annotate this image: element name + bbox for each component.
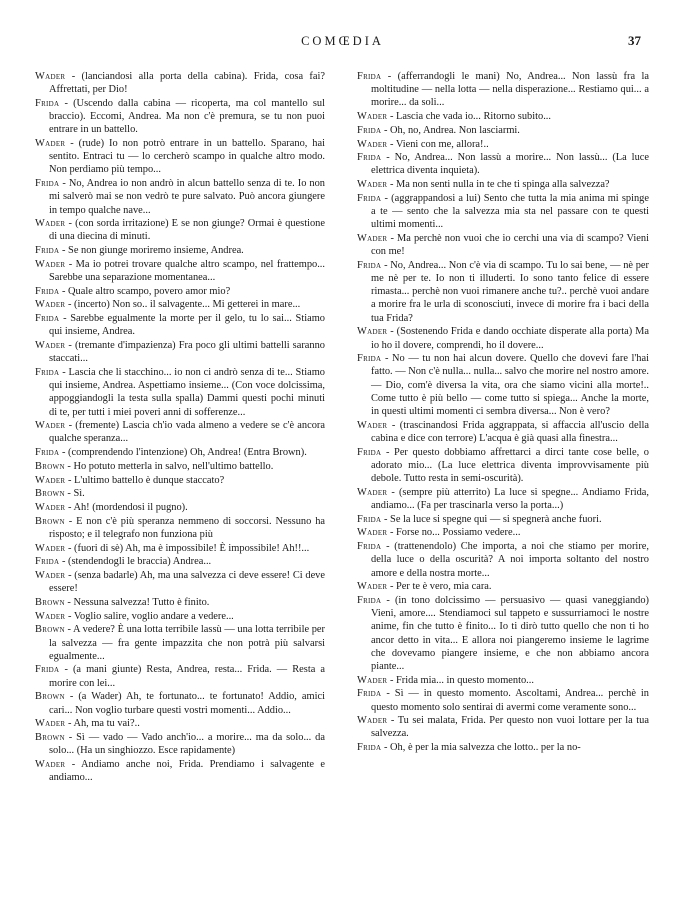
speaker-name: Wader — [35, 138, 66, 150]
dialogue-line — [357, 124, 649, 137]
line-text: - Vieni con me, allora!.. — [387, 138, 489, 150]
page-number: 37 — [628, 33, 641, 48]
speaker-name: Frida — [35, 664, 60, 676]
dialogue-line — [35, 623, 325, 663]
speaker-name: Frida — [35, 366, 60, 378]
speaker-name: Wader — [35, 474, 66, 486]
speaker-name: Wader — [357, 111, 388, 123]
dialogue-line — [357, 594, 649, 673]
dialogue-line — [35, 460, 325, 473]
dialogue-line — [35, 258, 325, 284]
speaker-name: Wader — [35, 502, 66, 513]
line-text: - No, Andrea... Non c'è via di scampo. Tu lo sai bene, — nè per me nè per te. Io non ti illuderti. Io sono tanto felice di essere rimasta... perchè non vuoi rimanere anche tu?.. perchè vuoi andare a morire fra le urla di sconosciuti, invece di morire fra i baci della tua Frida? — [371, 259, 649, 324]
speaker-name: Brown — [35, 624, 65, 636]
speaker-name: Brown — [35, 691, 65, 703]
dialogue-line — [35, 217, 325, 243]
speaker-name: Wader — [35, 758, 66, 770]
speaker-name: Wader — [357, 179, 388, 191]
dialogue-line — [35, 70, 325, 96]
line-text: - Quale altro scampo, povero amor mio? — [59, 285, 231, 297]
speaker-name: Frida — [357, 541, 382, 553]
line-text: - Per te è vero, mia cara. — [387, 581, 492, 593]
speaker-name: Frida — [357, 259, 382, 271]
line-text: - (comprendendo l'intenzione) Oh, Andrea! (Entra Brown). — [59, 447, 307, 459]
dialogue-line — [357, 741, 649, 754]
line-text: - (afferrandogli le mani) No, Andrea... Non lassù fra la moltitudine — nella lotta — nella disperazione... Restiamo qui... a morire... da soli... — [371, 71, 649, 109]
journal-title: COMŒDIA — [301, 34, 384, 48]
line-text: - Sì. — [64, 488, 85, 500]
line-text: - Oh, è per la mia salvezza che lotto.. per la no- — [381, 742, 581, 754]
speaker-name: Brown — [35, 596, 65, 608]
line-text: - E non c'è più speranza nemmeno di soccorsi. Nessuno ha risposto; e il telegrafo non funziona più — [49, 515, 325, 540]
speaker-name: Frida — [357, 594, 382, 606]
dialogue-line — [357, 674, 649, 687]
dialogue-line — [35, 177, 325, 217]
dialogue-line — [35, 663, 325, 689]
dialogue-line — [35, 610, 325, 623]
line-text: - (Sostenendo Frida e dando occhiate disperate alla porta) Ma io ho il dovere, comprendi, ho il dovere... — [371, 326, 649, 351]
line-text: - Nessuna salvezza! Tutto è finito. — [64, 596, 210, 608]
speaker-name: Frida — [35, 313, 60, 325]
speaker-name: Frida — [357, 446, 382, 458]
dialogue-line — [357, 110, 649, 123]
dialogue-line — [35, 298, 325, 311]
speaker-name: Frida — [35, 178, 60, 190]
dialogue-line — [35, 515, 325, 541]
speaker-name: Frida — [35, 556, 60, 568]
dialogue-line — [35, 285, 325, 298]
dialogue-line — [357, 151, 649, 177]
dialogue-line — [35, 690, 325, 716]
speaker-name: Wader — [35, 420, 66, 432]
dialogue-line — [35, 555, 325, 568]
dialogue-line — [35, 419, 325, 445]
line-text: - Forse no... Possiamo vedere... — [387, 527, 521, 539]
speaker-name: Wader — [357, 232, 388, 244]
speaker-name: Frida — [357, 353, 382, 365]
dialogue-line — [357, 687, 649, 713]
dialogue-line — [357, 486, 649, 512]
dialogue-line — [357, 325, 649, 351]
line-text: - Oh, no, Andrea. Non lasciarmi. — [381, 124, 520, 136]
line-text: - Ah, ma tu vai?.. — [65, 718, 140, 730]
page-header — [0, 34, 685, 54]
line-text: - Se non giunge moriremo insieme, Andrea. — [59, 245, 244, 257]
speaker-name: Frida — [357, 742, 382, 754]
line-text: - (in tono dolcissimo — persuasivo — quasi vaneggiando) Vieni, amore.... Stendiamoci sul tappeto e sussurriamoci le nostre anime, fin che tutto è finito... Io ti dirò tutto quello che non ti ho ancor detto in vita... E allora noi piangeremo insieme le lagrime che dovevamo piangere insieme, e che non abbiamo ancora piante... — [371, 594, 649, 672]
line-text: - No, Andrea io non andrò in alcun battello senza di te. Io non mi salverò mai se non vedrò te pure salvato. Può ancora giungere in tempo qualche nave... — [49, 178, 325, 216]
dialogue-line — [357, 138, 649, 151]
line-text: - No, Andrea... Non lassù a morire... Non lassù... (La luce elettrica diventa inquieta). — [371, 152, 649, 177]
speaker-name: Frida — [357, 688, 382, 700]
line-text: - Ah! (mordendosi il pugno). — [65, 502, 188, 513]
dialogue-line — [35, 312, 325, 338]
dialogue-line — [357, 419, 649, 445]
speaker-name: Wader — [35, 610, 66, 622]
speaker-name: Frida — [357, 124, 382, 136]
dialogue-line — [357, 446, 649, 486]
dialogue-line — [357, 178, 649, 191]
dialogue-line — [35, 501, 325, 514]
line-text: - (rude) Io non potrò entrare in un battello. Sparano, hai sentito. Entraci tu — lo cercherò scampo in qualche altro modo. Non perdiamo più tempo... — [49, 138, 325, 176]
line-text: - Ma non senti nulla in te che ti spinga alla salvezza? — [387, 179, 610, 191]
dialogue-line — [35, 596, 325, 609]
line-text: - (trattenendolo) Che importa, a noi che stiamo per morire, della luce o della oscurità? A noi importa soltanto del nostro amore e della nostra morte... — [371, 541, 649, 579]
dialogue-line — [357, 192, 649, 232]
speaker-name: Wader — [357, 326, 388, 338]
dialogue-line — [35, 487, 325, 500]
line-text: - (fuori di sè) Ah, ma è impossibile! È impossibile! Ah!!... — [65, 542, 310, 554]
dialogue-line — [35, 758, 325, 784]
right-column — [357, 70, 649, 755]
speaker-name: Wader — [357, 581, 388, 593]
line-text: - (tremante d'impazienza) Fra poco gli ultimi battelli saranno staccati... — [49, 340, 325, 365]
line-text: - (senza badarle) Ah, ma una salvezza ci deve essere! Ci deve essere! — [49, 570, 325, 595]
dialogue-line — [35, 446, 325, 459]
line-text: - (aggrappandosi a lui) Sento che tutta la mia anima mi spinge a te — sento che la salvezza mia sta nel passare con te questi ultimi momenti... — [371, 192, 649, 231]
line-text: - (incerto) Non so.. il salvagente... Mi getterei in mare... — [65, 299, 301, 311]
dialogue-line — [35, 244, 325, 257]
left-column — [35, 70, 325, 785]
line-text: - No — tu non hai alcun dovere. Quello che dovevi fare l'hai fatto. — Non c'è nulla... nulla... salvo che morire nel nostro amore. — Dio, com'è diversa la vita, ora che siamo vicini alla morte!.. Come tutto è più bello — come tutto si spiega... Anche la morte, in questi ultimi momenti ci sembra diversa... Non è vero? — [371, 353, 650, 418]
line-text: - Sarebbe egualmente la morte per il gelo, tu lo sai... Stiamo qui insieme, Andrea. — [49, 313, 325, 338]
speaker-name: Brown — [35, 515, 65, 527]
speaker-name: Frida — [35, 245, 60, 257]
speaker-name: Wader — [35, 71, 66, 82]
line-text: - Per questo dobbiamo affrettarci a dirci tante cose belle, o adorato mio... (La luce elettrica diventa improvvisamente più debole. Tutto resta in semi-oscurità). — [371, 446, 649, 485]
line-text: - (Uscendo dalla cabina — ricoperta, ma col mantello sul braccio). Eccomi, Andrea. Ma non c'è premura, se tu non puoi entrare in un battello. — [49, 97, 325, 136]
speaker-name: Frida — [357, 192, 382, 204]
dialogue-line — [357, 580, 649, 593]
dialogue-line — [35, 717, 325, 730]
speaker-name: Frida — [357, 152, 382, 164]
dialogue-line — [35, 97, 325, 137]
line-text: - Sì — vado — Vado anch'io... a morire... ma da solo... da solo... (Ha un singhiozzo. Esce rapidamente) — [49, 731, 325, 757]
dialogue-line — [35, 137, 325, 177]
line-text: - L'ultimo battello è dunque staccato? — [65, 474, 225, 486]
dialogue-line — [35, 542, 325, 555]
speaker-name: Wader — [35, 299, 66, 311]
line-text: - Voglio salire, voglio andare a vedere... — [65, 610, 234, 622]
speaker-name: Wader — [357, 674, 388, 686]
dialogue-line — [357, 259, 649, 325]
speaker-name: Frida — [35, 97, 60, 109]
line-text: - (fremente) Lascia ch'io vada almeno a vedere se c'è ancora qualche speranza... — [49, 420, 325, 445]
speaker-name: Brown — [35, 460, 65, 472]
line-text: - (lanciandosi alla porta della cabina). Frida, cosa fai? Affrettati, per Dio! — [49, 71, 325, 96]
line-text: - Se la luce si spegne qui — si spegnerà anche fuori. — [381, 513, 602, 525]
line-text: - (sempre più atterrito) La luce si spegne... Andiamo Frida, andiamo... (Fa per trascinarla verso la porta...) — [371, 486, 649, 511]
line-text: - (stendendogli le braccia) Andrea... — [59, 556, 212, 568]
speaker-name: Wader — [35, 258, 66, 270]
dialogue-line — [35, 474, 325, 487]
speaker-name: Frida — [35, 285, 60, 297]
speaker-name: Frida — [35, 447, 60, 459]
dialogue-line — [357, 352, 649, 418]
line-text: - Ma perchè non vuoi che io cerchi una via di scampo? Vieni con me! — [371, 232, 649, 258]
line-text: - Tu sei malata, Frida. Per questo non vuoi lottare per la tua salvezza. — [371, 715, 649, 740]
dialogue-line — [357, 70, 649, 110]
speaker-name: Wader — [35, 570, 66, 582]
line-text: - (a Wader) Ah, te fortunato... te fortunato! Addio, amici cari... Non voglio turbare questi vostri momenti... Addio... — [49, 691, 325, 716]
dialogue-line — [357, 232, 649, 258]
line-text: - (trascinandosi Frida aggrappata, si affaccia all'uscio della cabina e dice con terrore) L'acqua è già quasi alla finestra... — [371, 419, 649, 444]
speaker-name: Frida — [357, 71, 382, 82]
dialogue-line — [35, 339, 325, 365]
speaker-name: Wader — [357, 486, 388, 498]
speaker-name: Brown — [35, 731, 65, 743]
line-text: - Andiamo anche noi, Frida. Prendiamo i salvagente e andiamo... — [49, 758, 325, 784]
speaker-name: Wader — [357, 715, 388, 727]
dialogue-line — [35, 731, 325, 757]
speaker-name: Wader — [35, 542, 66, 554]
speaker-name: Wader — [35, 340, 66, 352]
dialogue-line — [35, 366, 325, 419]
line-text: - (a mani giunte) Resta, Andrea, resta... Frida. — Resta a morire con lei... — [49, 664, 325, 689]
speaker-name: Brown — [35, 488, 65, 500]
line-text: - (con sorda irritazione) E se non giunge? Ormai è questione di una diecina di minuti. — [49, 218, 325, 243]
dialogue-line — [357, 526, 649, 539]
dialogue-line — [357, 513, 649, 526]
line-text: - Sì — in questo momento. Ascoltami, Andrea... perchè in questo momento solo sentirai di avermi come veramente sono... — [371, 688, 649, 713]
line-text: - Lascia che li stacchino... io non ci andrò senza di te... Stiamo qui insieme, Andrea. Aspettiamo insieme... (Con voce dolcissima, appoggiandogli la testa sulla spalla) Dammi questi pochi minuti di te, per tutti i miei poveri anni di sofferenze... — [49, 366, 325, 418]
line-text: - Ma io potrei trovare qualche altro scampo, nel frattempo... Sarebbe una separazione momentanea... — [49, 258, 325, 284]
dialogue-line — [35, 569, 325, 595]
line-text: - Frida mia... in questo momento... — [387, 674, 534, 686]
speaker-name: Frida — [357, 513, 382, 525]
dialogue-line — [357, 714, 649, 740]
line-text: - Ho potuto metterla in salvo, nell'ultimo battello. — [64, 460, 274, 472]
speaker-name: Wader — [357, 138, 388, 150]
speaker-name: Wader — [357, 527, 388, 539]
line-text: - Lascia che vada io... Ritorno subito... — [387, 111, 551, 123]
dialogue-line — [357, 540, 649, 580]
speaker-name: Wader — [357, 419, 388, 431]
speaker-name: Wader — [35, 718, 66, 730]
line-text: - A vedere? È una lotta terribile lassù — una lotta terribile per la salvezza — fra gente impazzita che non potrà più salvarsi egualmente... — [49, 624, 325, 662]
speaker-name: Wader — [35, 218, 66, 230]
